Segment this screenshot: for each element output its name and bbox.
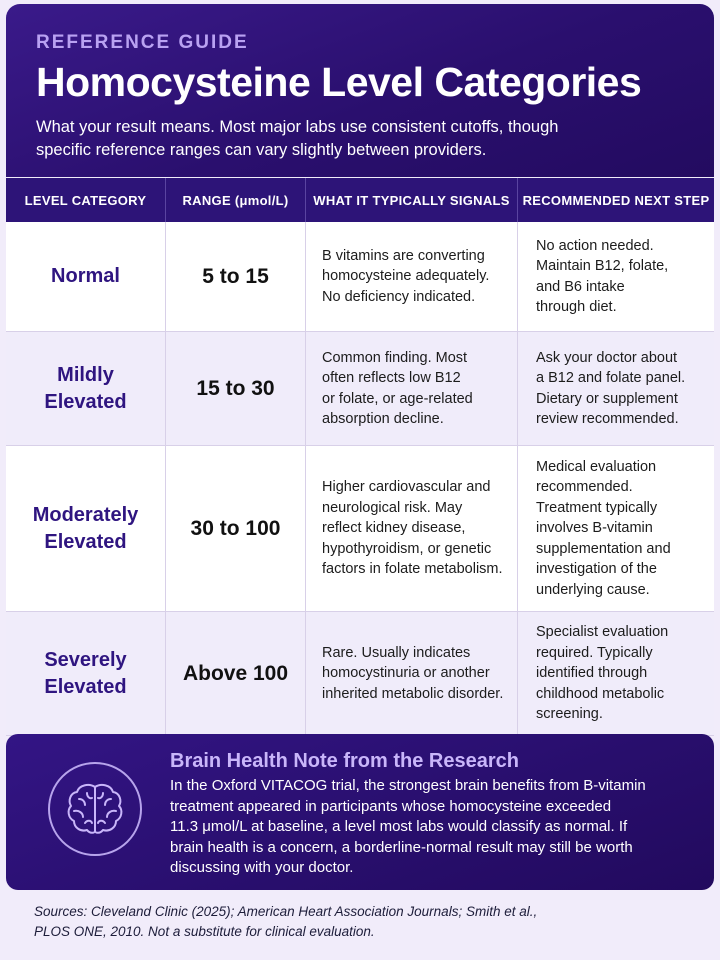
level-category-cell-line: Severely xyxy=(44,648,127,671)
next-step-cell-line: required. Typically xyxy=(536,644,653,661)
next-step-cell-line: Dietary or supplement xyxy=(536,390,678,407)
next-step-cell-line: underlying cause. xyxy=(536,581,650,598)
table-row xyxy=(6,332,714,446)
next-step-cell-line: supplementation and xyxy=(536,540,671,557)
next-step-cell xyxy=(518,332,714,445)
next-step-cell xyxy=(518,612,714,735)
level-category-cell-line: Normal xyxy=(51,265,120,287)
next-step-cell-line: childhood metabolic xyxy=(536,685,665,702)
table-body xyxy=(6,222,714,736)
next-step-cell-line: involves B-vitamin xyxy=(536,520,653,537)
next-step-cell-line: Treatment typically xyxy=(536,499,658,516)
note-title: Brain Health Note from the Research xyxy=(170,750,519,772)
next-step-cell-line: review recommended. xyxy=(536,411,679,427)
next-step-cell-line: recommended. xyxy=(536,479,633,496)
next-step-cell-line: Maintain B12, folate, xyxy=(536,258,669,274)
signals-cell-line: factors in folate metabolism. xyxy=(322,561,503,578)
level-category-cell xyxy=(6,222,166,331)
note-body xyxy=(170,776,694,879)
signals-cell-line: Rare. Usually indicates xyxy=(322,644,471,661)
note-body-line: 11.3 μmol/L at baseline, a level most labs would classify as normal. If xyxy=(170,818,628,835)
signals-cell-line: Common finding. Most xyxy=(322,349,468,366)
signals-cell-line: often reflects low B12 xyxy=(322,370,461,386)
header-banner xyxy=(6,4,714,177)
next-step-cell-line: and B6 intake xyxy=(536,278,625,295)
signals-cell xyxy=(306,222,518,331)
column-header-range: RANGE (μmol/L) xyxy=(166,178,306,222)
brain-icon-badge xyxy=(48,762,142,856)
range-cell xyxy=(166,446,306,611)
signals-cell-line: absorption decline. xyxy=(322,411,444,427)
table-header-row xyxy=(6,178,714,222)
signals-cell-line: homocysteine adequately. xyxy=(322,268,490,285)
range-cell-text: 30 to 100 xyxy=(190,516,281,540)
signals-cell-line: reflect kidney disease, xyxy=(322,520,466,537)
next-step-cell-line: screening. xyxy=(536,706,603,723)
eyebrow-label: REFERENCE GUIDE xyxy=(36,32,249,53)
brain-icon xyxy=(65,781,125,837)
levels-table xyxy=(6,178,714,736)
signals-cell xyxy=(306,446,518,611)
signals-cell-line: or folate, or age-related xyxy=(322,390,473,407)
note-body-line: In the Oxford VITACOG trial, the strongest brain benefits from B-vitamin xyxy=(170,777,646,794)
table-row xyxy=(6,446,714,612)
signals-cell-line: homocystinuria or another xyxy=(322,665,490,682)
signals-cell-line: B vitamins are converting xyxy=(322,247,485,264)
next-step-cell-line: through diet. xyxy=(536,299,617,315)
next-step-cell-line: Specialist evaluation xyxy=(536,624,669,641)
level-category-cell-line: Elevated xyxy=(44,675,127,698)
sources-citation xyxy=(34,902,694,942)
signals-cell-line: No deficiency indicated. xyxy=(322,288,476,305)
sources-line: PLOS ONE, 2010. Not a substitute for clinical evaluation. xyxy=(34,924,375,939)
signals-cell-line: hypothyroidism, or genetic xyxy=(322,540,492,557)
range-cell-text: 5 to 15 xyxy=(202,264,269,288)
range-cell xyxy=(166,332,306,445)
level-category-cell-line: Mildly Elevated xyxy=(44,363,127,413)
signals-cell xyxy=(306,612,518,735)
next-step-cell-line: investigation of the xyxy=(536,561,657,578)
signals-cell-line: inherited metabolic disorder. xyxy=(322,685,504,702)
level-category-cell-line: Elevated xyxy=(44,530,127,553)
next-step-cell-line: No action needed. xyxy=(536,237,654,254)
column-header-category: LEVEL CATEGORY xyxy=(6,178,166,222)
table-row xyxy=(6,612,714,736)
page-title: Homocysteine Level Categories xyxy=(36,59,642,105)
next-step-cell-line: Ask your doctor about xyxy=(536,349,678,366)
level-category-cell xyxy=(6,332,166,445)
range-cell-text: 15 to 30 xyxy=(196,376,275,400)
level-category-cell xyxy=(6,612,166,735)
note-body-line: discussing with your doctor. xyxy=(170,859,354,876)
next-step-cell-line: a B12 and folate panel. xyxy=(536,370,686,386)
range-cell xyxy=(166,222,306,331)
next-step-cell-line: identified through xyxy=(536,665,648,682)
next-step-cell xyxy=(518,446,714,611)
subtitle-line: What your result means. Most major labs use consistent cutoffs, though xyxy=(36,118,559,136)
next-step-cell xyxy=(518,222,714,331)
level-category-cell-line: Moderately xyxy=(32,503,139,526)
page-subtitle xyxy=(36,116,684,162)
brain-health-note xyxy=(6,734,714,890)
range-cell-text: Above 100 xyxy=(182,661,289,685)
next-step-cell-line: Medical evaluation xyxy=(536,458,657,475)
subtitle-line: specific reference ranges can vary slightly between providers. xyxy=(36,141,487,159)
level-category-cell xyxy=(6,446,166,611)
sources-line: Sources: Cleveland Clinic (2025); American Heart Association Journals; Smith et al., xyxy=(34,904,538,919)
range-cell xyxy=(166,612,306,735)
column-header-next-step: RECOMMENDED NEXT STEP xyxy=(522,192,710,208)
note-body-line: brain health is a concern, a borderline-normal result may still be worth xyxy=(170,838,633,856)
signals-cell-line: neurological risk. May xyxy=(322,499,463,516)
table-row xyxy=(6,222,714,332)
signals-cell-line: Higher cardiovascular and xyxy=(322,479,491,496)
column-header-signals: WHAT IT TYPICALLY SIGNALS xyxy=(306,178,518,222)
signals-cell xyxy=(306,332,518,445)
note-body-line: treatment appeared in participants whose homocysteine exceeded xyxy=(170,797,612,815)
